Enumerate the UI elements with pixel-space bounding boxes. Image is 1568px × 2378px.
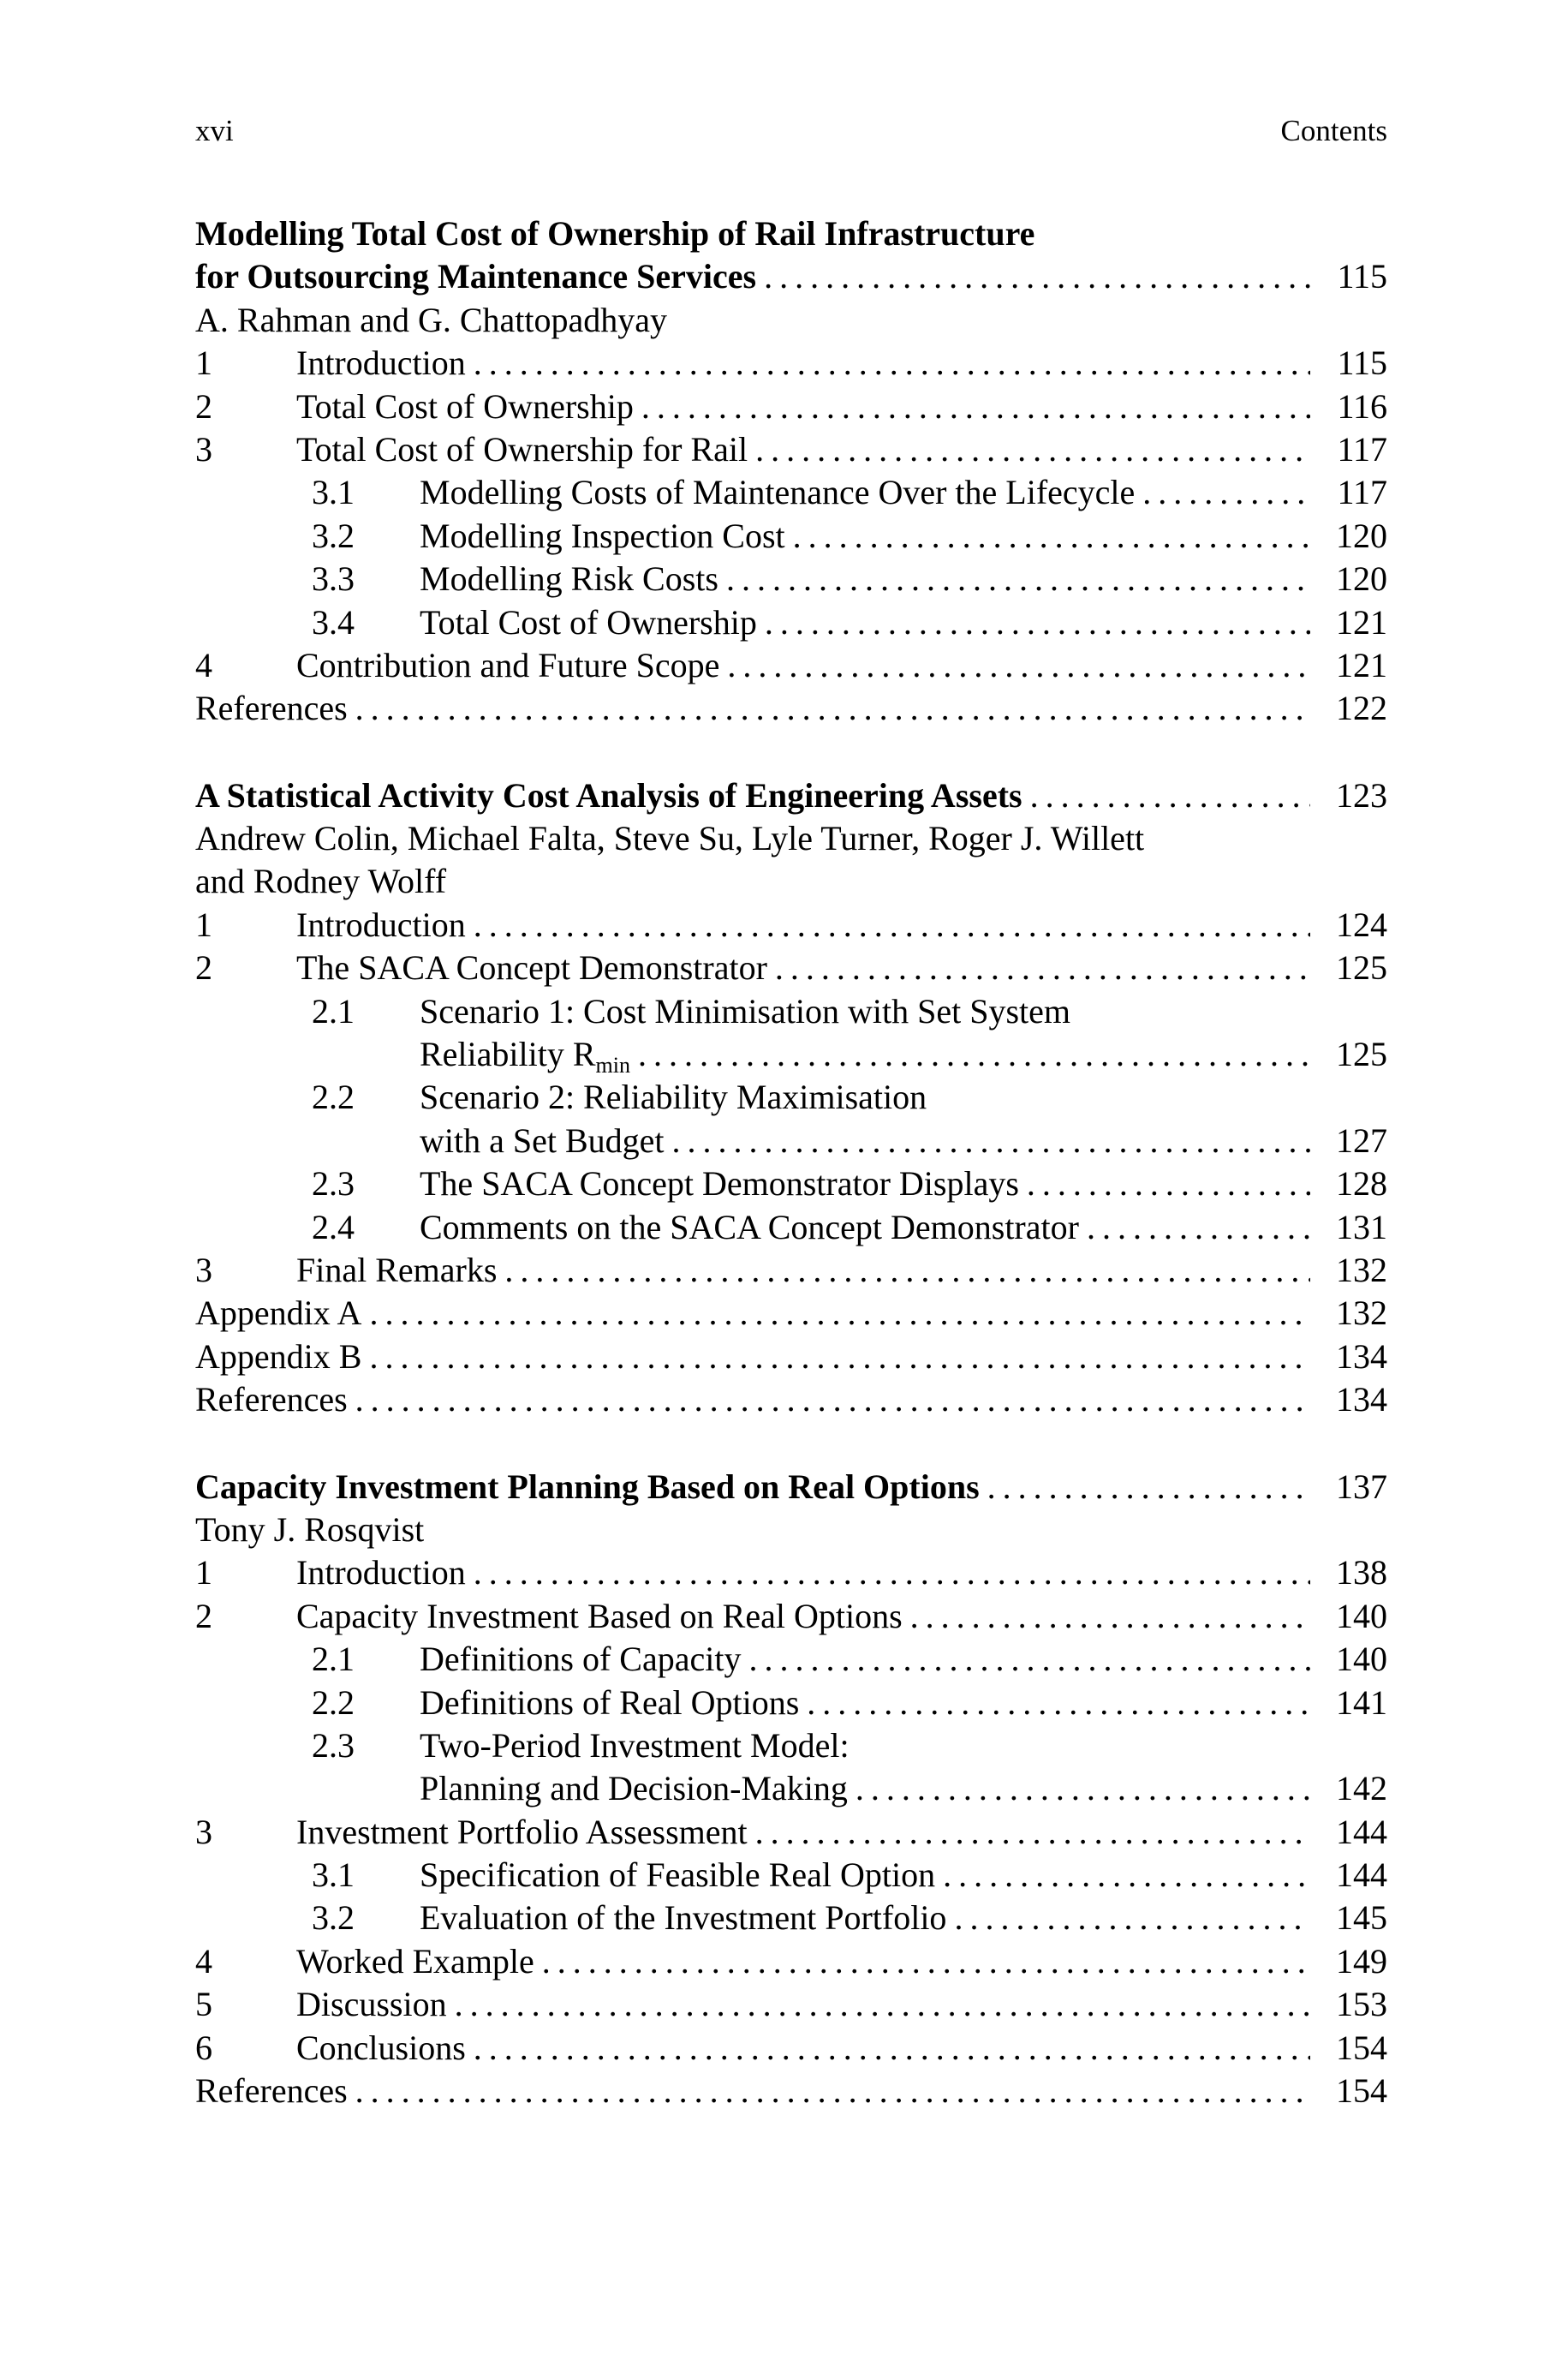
toc-entry[interactable] — [195, 342, 1387, 385]
entry-number: 3.3 — [312, 559, 355, 599]
entry-page: 125 — [1336, 948, 1387, 988]
entry-page: 115 — [1337, 344, 1387, 383]
toc-entry-appendix-a[interactable] — [195, 1292, 1387, 1335]
entry-page: 127 — [1336, 1120, 1387, 1160]
entry-number: 5 — [195, 1985, 212, 2024]
entry-number: 1 — [195, 344, 212, 383]
entry-title: Contribution and Future Scope . . . — [296, 644, 1310, 687]
entry-title: Specification of Feasible Real Option . . . — [420, 1854, 1310, 1897]
entry-title: Introduction . . . — [296, 1551, 1310, 1594]
entry-page: 131 — [1336, 1207, 1387, 1246]
entry-title: Introduction . . . — [296, 342, 1310, 385]
entry-number: 2 — [195, 948, 212, 988]
entry-title: Total Cost of Ownership for Rail . . . — [296, 428, 1310, 471]
toc-entry-references[interactable] — [195, 2070, 1387, 2112]
entry-page: 141 — [1336, 1682, 1387, 1722]
entry-title: The SACA Concept Demonstrator Displays . . . — [420, 1162, 1310, 1205]
entry-page: 134 — [1336, 1380, 1387, 1419]
chapter-authors — [195, 1509, 1387, 1551]
toc-entry[interactable] — [195, 1983, 1387, 2026]
chapter-title[interactable]: Capacity Investment Planning Based on Real Options . . . — [195, 1466, 1310, 1509]
entry-title: Definitions of Real Options . . . — [420, 1682, 1310, 1724]
toc-entry[interactable] — [195, 1940, 1387, 1983]
entry-number: 4 — [195, 645, 212, 684]
entry-number: 2.3 — [312, 1164, 355, 1204]
toc-entry-appendix-b[interactable] — [195, 1335, 1387, 1378]
entry-title: Modelling Risk Costs . . . — [420, 558, 1310, 600]
entry-page: 138 — [1336, 1553, 1387, 1592]
toc-subentry-continuation[interactable] — [195, 1767, 1387, 1810]
toc-subentry[interactable] — [195, 1897, 1387, 1939]
chapter-page: 123 — [1336, 775, 1387, 815]
toc-subentry[interactable] — [195, 471, 1387, 514]
toc-chapter-3 — [195, 1466, 1387, 2113]
entry-number: 3 — [195, 1812, 212, 1851]
entry-title: Definitions of Capacity . . . — [420, 1638, 1310, 1681]
entry-title: Appendix A . . . — [195, 1292, 1310, 1335]
entry-title: Conclusions . . . — [296, 2027, 1310, 2070]
chapter-title-line — [195, 774, 1387, 817]
authors-text: and Rodney Wolff — [195, 862, 447, 901]
entry-page: 144 — [1336, 1812, 1387, 1851]
entry-page: 121 — [1336, 602, 1387, 642]
page-number: xvi — [195, 114, 234, 147]
toc-entry[interactable] — [195, 1595, 1387, 1638]
entry-page: 120 — [1336, 516, 1387, 555]
entry-number: 2.1 — [312, 1640, 355, 1679]
toc-entry[interactable] — [195, 2027, 1387, 2070]
entry-title: Final Remarks . . . — [296, 1249, 1310, 1292]
authors-text: Andrew Colin, Michael Falta, Steve Su, Lyle Turner, Roger J. Willett — [195, 819, 1145, 858]
chapter-title[interactable]: Modelling Total Cost of Ownership of Rail Infrastructure — [195, 214, 1035, 253]
chapter-title-line — [195, 1466, 1387, 1509]
entry-title: Total Cost of Ownership . . . — [420, 601, 1310, 644]
toc-subentry[interactable] — [195, 1206, 1387, 1249]
toc-chapter-2 — [195, 774, 1387, 1422]
chapter-authors — [195, 299, 1387, 342]
chapter-title[interactable]: for Outsourcing Maintenance Services . . . — [195, 255, 1310, 298]
authors-text: A. Rahman and G. Chattopadhyay — [195, 300, 667, 339]
entry-title: Investment Portfolio Assessment . . . — [296, 1811, 1310, 1854]
running-head — [195, 110, 1387, 152]
toc-subentry[interactable] — [195, 990, 1387, 1033]
toc-subentry[interactable] — [195, 1162, 1387, 1205]
entry-number: 3 — [195, 1250, 212, 1289]
entry-number: 1 — [195, 1553, 212, 1592]
entry-title: Total Cost of Ownership . . . — [296, 385, 1310, 428]
entry-page: 117 — [1337, 429, 1387, 469]
toc-entry[interactable] — [195, 904, 1387, 947]
entry-number: 1 — [195, 905, 212, 944]
toc-entry[interactable] — [195, 1811, 1387, 1854]
toc-subentry[interactable] — [195, 1724, 1387, 1767]
entry-title: Comments on the SACA Concept Demonstrator . . . — [420, 1206, 1310, 1249]
entry-page: 125 — [1336, 1035, 1387, 1074]
toc-subentry[interactable] — [195, 515, 1387, 558]
entry-number: 2.2 — [312, 1682, 355, 1722]
entry-page: 153 — [1336, 1985, 1387, 2024]
entry-page: 132 — [1336, 1294, 1387, 1333]
toc-chapter-1 — [195, 212, 1387, 731]
toc-entry[interactable] — [195, 428, 1387, 471]
entry-number: 3 — [195, 429, 212, 469]
table-of-contents — [195, 212, 1387, 2156]
entry-number: 2.4 — [312, 1207, 355, 1246]
entry-title-continued — [420, 1033, 1310, 1076]
entry-number: 2.2 — [312, 1078, 355, 1117]
entry-page: 142 — [1336, 1769, 1387, 1808]
toc-subentry[interactable] — [195, 1682, 1387, 1724]
toc-subentry-continuation[interactable] — [195, 1120, 1387, 1162]
toc-entry-references[interactable] — [195, 1378, 1387, 1421]
toc-entry[interactable] — [195, 947, 1387, 989]
entry-page: 120 — [1336, 559, 1387, 599]
entry-title: Capacity Investment Based on Real Options . . . — [296, 1595, 1310, 1638]
entry-title: Modelling Costs of Maintenance Over the Lifecycle . . . — [420, 471, 1310, 514]
toc-subentry[interactable] — [195, 1076, 1387, 1119]
toc-entry[interactable] — [195, 1551, 1387, 1594]
entry-title: Modelling Inspection Cost . . . — [420, 515, 1310, 558]
toc-subentry[interactable] — [195, 1638, 1387, 1681]
chapter-authors — [195, 860, 1387, 903]
entry-title: Appendix B . . . — [195, 1335, 1310, 1378]
entry-title: Worked Example . . . — [296, 1940, 1310, 1983]
toc-entry[interactable] — [195, 1249, 1387, 1292]
entry-page: 128 — [1336, 1164, 1387, 1204]
entry-page: 140 — [1336, 1640, 1387, 1679]
entry-page: 145 — [1336, 1898, 1387, 1938]
toc-subentry-continuation[interactable] — [195, 1033, 1387, 1076]
chapter-page: 115 — [1337, 257, 1387, 296]
reliability-label: Reliability R — [420, 1035, 596, 1074]
toc-entry[interactable] — [195, 385, 1387, 428]
running-title: Contents — [1280, 114, 1387, 147]
toc-entry-references[interactable] — [195, 687, 1387, 730]
toc-entry[interactable] — [195, 644, 1387, 687]
entry-number: 6 — [195, 2028, 212, 2067]
entry-title-continued: Planning and Decision-Making . . . — [420, 1767, 1310, 1810]
entry-number: 3.4 — [312, 602, 355, 642]
entry-page: 132 — [1336, 1250, 1387, 1289]
toc-subentry[interactable] — [195, 1854, 1387, 1897]
chapter-page: 137 — [1336, 1467, 1387, 1506]
entry-number: 3.2 — [312, 516, 355, 555]
entry-title: Scenario 1: Cost Minimisation with Set System — [420, 991, 1070, 1031]
entry-title: Introduction . . . — [296, 904, 1310, 947]
entry-page: 154 — [1336, 2071, 1387, 2111]
entry-page: 149 — [1336, 1941, 1387, 1981]
toc-subentry[interactable] — [195, 601, 1387, 644]
entry-number: 2.3 — [312, 1725, 355, 1765]
chapter-title-line — [195, 212, 1387, 255]
authors-text: Tony J. Rosqvist — [195, 1509, 425, 1549]
entry-title: Discussion . . . — [296, 1983, 1310, 2026]
entry-page: 144 — [1336, 1855, 1387, 1895]
entry-number: 3.1 — [312, 473, 355, 512]
entry-number: 2 — [195, 386, 212, 426]
entry-page: 122 — [1336, 689, 1387, 728]
entry-title: Evaluation of the Investment Portfolio . . . — [420, 1897, 1310, 1939]
entry-title: Scenario 2: Reliability Maximisation — [420, 1078, 927, 1117]
entry-number: 3.1 — [312, 1855, 355, 1895]
entry-number: 3.2 — [312, 1898, 355, 1938]
entry-page: 121 — [1336, 645, 1387, 684]
entry-page: 124 — [1336, 905, 1387, 944]
entry-number: 4 — [195, 1941, 212, 1981]
entry-page: 154 — [1336, 2028, 1387, 2067]
entry-number: 2.1 — [312, 991, 355, 1031]
chapter-title-line — [195, 255, 1387, 298]
chapter-authors — [195, 817, 1387, 860]
entry-title: References . . . — [195, 1378, 1310, 1421]
r-min-subscript: min — [595, 1053, 630, 1077]
entry-page: 134 — [1336, 1336, 1387, 1376]
entry-title: References . . . — [195, 2070, 1310, 2112]
entry-page: 116 — [1337, 386, 1387, 426]
toc-subentry[interactable] — [195, 558, 1387, 600]
entry-number: 2 — [195, 1596, 212, 1635]
chapter-title[interactable]: A Statistical Activity Cost Analysis of Engineering Assets . . . — [195, 774, 1310, 817]
entry-page: 117 — [1337, 473, 1387, 512]
entry-title-continued: with a Set Budget . . . — [420, 1120, 1310, 1162]
entry-title: The SACA Concept Demonstrator . . . — [296, 947, 1310, 989]
entry-title: References . . . — [195, 687, 1310, 730]
entry-title: Two-Period Investment Model: — [420, 1725, 850, 1765]
entry-page: 140 — [1336, 1596, 1387, 1635]
